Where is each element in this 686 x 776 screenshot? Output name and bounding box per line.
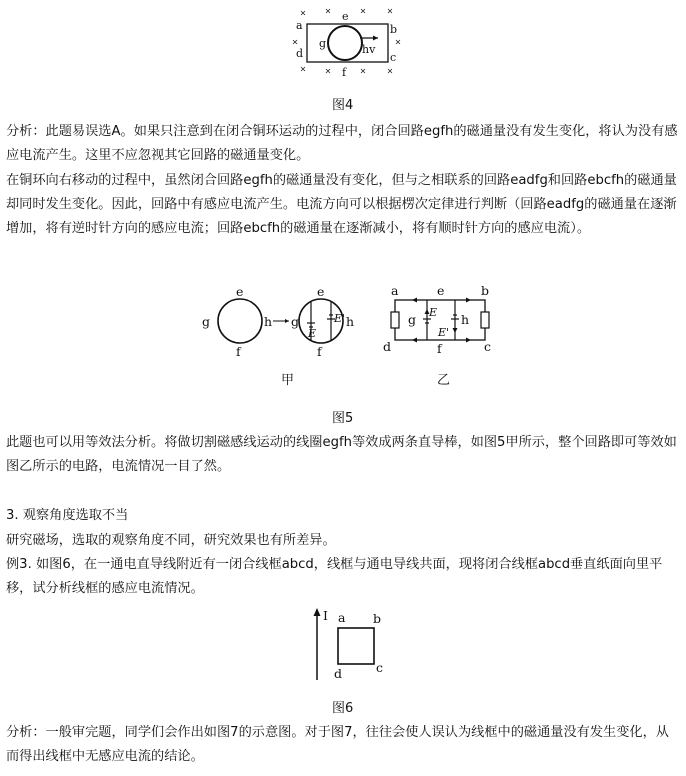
jia2-label-g: g xyxy=(291,314,300,329)
copper-ring xyxy=(328,26,362,60)
jia2-label-Ep: E' xyxy=(334,312,346,325)
yi-label-a: a xyxy=(391,283,399,298)
label-e: e xyxy=(342,10,349,23)
paragraph-equivalent-method: 此题也可以用等效法分析。将做切割磁感线运动的线圈egfh等效成两条直导棒，如图5甲所示，整个回路即可等效如图乙所示的电路，电流情况一目了然。 xyxy=(6,435,677,474)
resistor-right xyxy=(481,312,489,328)
yi-label-c: c xyxy=(484,339,492,354)
figure-4 xyxy=(290,6,405,78)
label-f: f xyxy=(342,66,347,78)
jia2-label-h: h xyxy=(346,314,355,329)
jia-label-g: g xyxy=(202,314,211,329)
figure-5-caption: 图5 xyxy=(332,411,354,426)
ring-equivalent-before xyxy=(218,299,262,343)
jia-label-f: f xyxy=(236,344,241,359)
yi-label-E: E xyxy=(429,306,438,319)
jia-label-e: e xyxy=(236,284,244,299)
label-b: b xyxy=(373,611,382,626)
paragraph-example-3: 例3. 如图6，在一通电直导线附近有一闭合线框abcd，线框与通电导线共面，现将闭合线框abcd垂直纸面向里平移，试分析线框的感应电流情况。 xyxy=(6,557,663,596)
label-d: d xyxy=(296,47,304,60)
label-b: b xyxy=(390,23,398,36)
figure-6 xyxy=(305,606,395,684)
sub-caption-yi: 乙 xyxy=(437,373,451,388)
yi-label-d: d xyxy=(383,339,392,354)
yi-label-f: f xyxy=(437,341,442,356)
label-d: d xyxy=(334,666,343,681)
label-a: a xyxy=(296,19,303,32)
resistor-left xyxy=(391,312,399,328)
figure-4-caption: 图4 xyxy=(332,98,354,113)
label-c: c xyxy=(390,51,397,64)
section-heading-3: 3. 观察角度选取不当 xyxy=(6,508,129,523)
jia2-label-f: f xyxy=(317,344,322,359)
label-g: g xyxy=(319,37,327,50)
yi-label-b: b xyxy=(481,283,490,298)
jia-label-h: h xyxy=(264,314,273,329)
label-a: a xyxy=(338,610,346,625)
yi-label-e: e xyxy=(437,283,445,298)
jia2-label-e: e xyxy=(317,284,325,299)
label-I: I xyxy=(323,608,328,623)
label-hv: hv xyxy=(362,43,376,56)
paragraph-analysis-2: 在铜环向右移动的过程中，虽然闭合回路egfh的磁通量没有变化，但与之相联系的回路eadfg和回路ebcfh的磁通量却同时发生变化。因此，回路中有感应电流产生。电流方向可以根据楞次定律进行判断（回路eadfg的磁通量在逐渐增加，将有逆时针方向的感应电流；回路ebcfh的磁通量在逐渐减小，将有顺时针方向的感应电流）。 xyxy=(6,173,677,236)
paragraph-observation: 研究磁场，选取的观察角度不同，研究效果也有所差异。 xyxy=(6,533,336,548)
label-c: c xyxy=(376,660,384,675)
paragraph-analysis-3: 分析：一般审完题，同学们会作出如图7的示意图。对于图7，往往会使人误认为线框中的磁通量没有发生变化，从而得出线框中无感应电流的结论。 xyxy=(6,725,669,764)
yi-label-g: g xyxy=(408,312,417,327)
sub-caption-jia: 甲 xyxy=(281,373,295,388)
loop-abcd xyxy=(338,628,374,664)
paragraph-analysis-1: 分析：此题易误选A。如果只注意到在闭合铜环运动的过程中，闭合回路egfh的磁通量没有发生变化，将认为没有感应电流产生。这里不应忽视其它回路的磁通量变化。 xyxy=(6,124,678,163)
yi-label-Ep: E' xyxy=(438,326,450,339)
figure-6-caption: 图6 xyxy=(332,701,354,716)
yi-label-h: h xyxy=(461,312,470,327)
jia2-label-E: E xyxy=(308,327,317,340)
figure-5 xyxy=(195,283,495,393)
